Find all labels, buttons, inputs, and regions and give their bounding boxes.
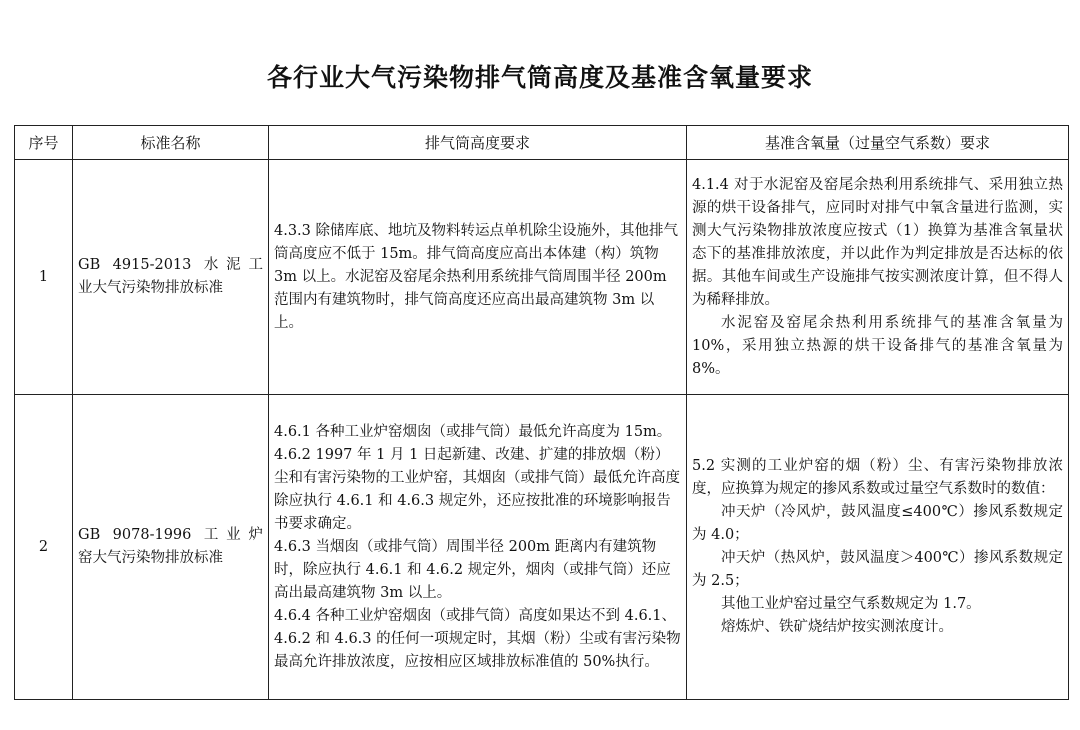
height-clause: 4.6.1 各种工业炉窑烟囱（或排气筒）最低允许高度为 15m。 <box>274 423 672 440</box>
height-clause: 4.6.4 各种工业炉窑烟囱（或排气筒）高度如果达不到 4.6.1、4.6.2 和 4.6.3 的任何一项规定时，其烟（粉）尘或有害污染物最高允许排放浓度，应按相应区域排放标准值的 50%执行。 <box>274 607 681 670</box>
header-standard-name: 标准名称 <box>73 126 269 160</box>
oxygen-clause: 5.2 实测的工业炉窑的烟（粉）尘、有害污染物排放浓度，应换算为规定的掺风系数或过量空气系数时的数值： <box>692 458 1063 497</box>
oxygen-clause: 其他工业炉窑过量空气系数规定为 1.7。 <box>721 596 981 612</box>
row-index: 2 <box>15 395 73 700</box>
table-row <box>15 395 1069 700</box>
row-index: 1 <box>15 160 73 395</box>
header-stack-height: 排气筒高度要求 <box>269 126 687 160</box>
standard-name-line: 窑大气污染物排放标准 <box>78 550 223 566</box>
table-header-row <box>15 126 1069 160</box>
height-clause: 4.6.3 当烟囱（或排气筒）周围半径 200m 距离内有建筑物时，除应执行 4.6.1 和 4.6.2 规定外，烟肉（或排气筒）还应高出最高建筑物 3m 以上。 <box>274 538 671 601</box>
standard-name-line: 业大气污染物排放标准 <box>78 280 223 296</box>
reference-oxygen-cell <box>687 160 1069 395</box>
page-title: 各行业大气污染物排气筒高度及基准含氧量要求 <box>266 63 813 92</box>
height-clause: 4.3.3 除储库底、地坑及物料转运点单机除尘设施外，其他排气筒高度应不低于 15m。排气筒高度应高出本体建（构）筑物 3m 以上。水泥窑及窑尾余热利用系统排气筒周围半径 200m 范围内有建筑物时，排气筒高度还应高出最高建筑物 3m 以上。 <box>274 222 679 331</box>
oxygen-clause: 4.1.4 对于水泥窑及窑尾余热利用系统排气、采用独立热源的烘干设备排气，应同时对排气中氧含量进行监测，实测大气污染物排放浓度应按式（1）换算为基准含氧量状态下的基准排放浓度，并以此作为判定排放是否达标的依据。其他车间或生产设施排气按实测浓度计算，但不得人为稀释排放。 <box>692 176 1063 308</box>
standard-name-cell <box>73 395 269 700</box>
reference-oxygen-cell <box>687 395 1069 700</box>
standard-name-line: GB 4915-2013 水泥工 <box>78 257 263 273</box>
header-index: 序号 <box>15 126 73 160</box>
stack-height-cell <box>269 395 687 700</box>
stack-height-cell <box>269 160 687 395</box>
oxygen-clause: 水泥窑及窑尾余热利用系统排气的基准含氧量为 10%，采用独立热源的烘干设备排气的基准含氧量为 8%。 <box>692 314 1063 377</box>
height-clause: 4.6.2 1997 年 1 月 1 日起新建、改建、扩建的排放烟（粉）尘和有害污染物的工业炉窑，其烟囱（或排气筒）最低允许高度除应执行 4.6.1 和 4.6.3 规定外，还应按批准的环境影响报告书要求确定。 <box>274 446 680 532</box>
table-row <box>15 160 1069 395</box>
oxygen-clause: 冲天炉（热风炉，鼓风温度＞400℃）掺风系数规定为 2.5； <box>692 550 1063 589</box>
standard-name-line: GB 9078-1996 工业炉 <box>78 527 263 543</box>
standards-table <box>14 125 1069 700</box>
oxygen-clause: 冲天炉（冷风炉，鼓风温度≤400℃）掺风系数规定为 4.0； <box>692 504 1063 543</box>
header-reference-oxygen: 基准含氧量（过量空气系数）要求 <box>687 126 1069 160</box>
oxygen-clause: 熔炼炉、铁矿烧结炉按实测浓度计。 <box>721 619 953 635</box>
standard-name-cell <box>73 160 269 395</box>
